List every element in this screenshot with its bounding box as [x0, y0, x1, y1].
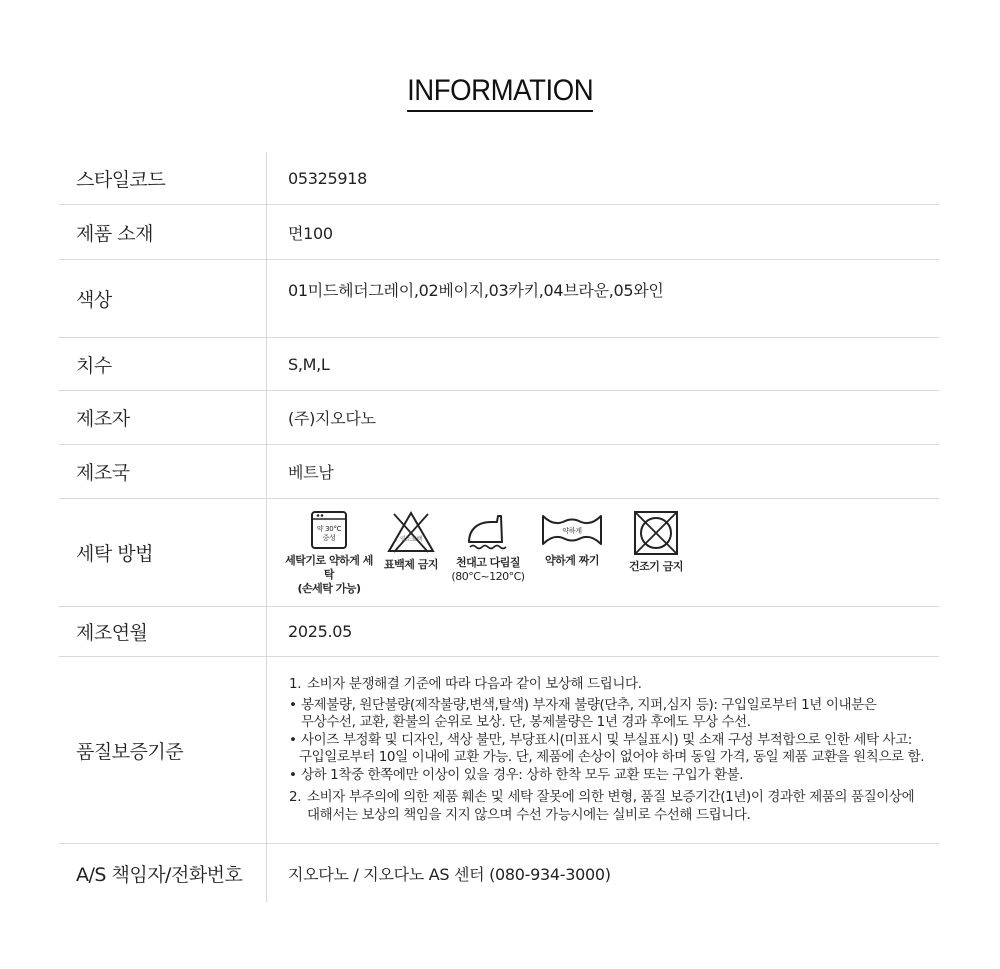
quality-bullet-1-line1: 봉제불량, 원단불량(제작불량,변색,탈색) 부자재 불량(단추, 지퍼,심지 등): 구입일로부터 1년 이내분은 [301, 696, 877, 713]
row-quality [59, 657, 939, 844]
wash-item-dry [613, 510, 699, 574]
value-as-contact: 지오다노 / 지오다노 AS 센터 (080-934-3000) [288, 864, 611, 884]
label-quality: 품질보증기준 [59, 657, 267, 843]
quality-item-1-number: 1. [289, 676, 302, 692]
quality-item-1-text: 소비자 분쟁해결 기준에 따라 다음과 같이 보상해 드립니다. [307, 676, 642, 692]
quality-item-2-number: 2. [289, 789, 302, 805]
gentle-wring-text: 약하게 [562, 526, 582, 535]
quality-item-2-line2: 대해서는 보상의 책임을 지지 않으며 수선 가능시에는 실비로 수선해 드립니다. [307, 806, 751, 823]
wash-item-bleach [377, 510, 445, 572]
label-as-contact: A/S 책임자/전화번호 [59, 844, 267, 902]
wash-item-machine [281, 510, 377, 596]
label-color: 색상 [59, 260, 267, 337]
no-bleach-text: 염소표백 [400, 535, 422, 543]
wash-caption-machine-line1: 세탁기로 약하게 세탁 [285, 553, 373, 581]
wash-caption-iron-line1: 천대고 다림질 [455, 555, 521, 569]
label-style-code: 스타일코드 [59, 152, 267, 204]
bullet-dot: • [289, 696, 297, 713]
quality-bullet-3-line1: 상하 1착중 한쪽에만 이상이 있을 경우: 상하 한착 모두 교환 또는 구입가 환불. [301, 766, 744, 783]
wash-item-iron [445, 510, 531, 584]
page-title-wrap [0, 74, 1000, 112]
wash-caption-bleach-line1: 표백제 금지 [384, 557, 438, 571]
wash-item-wring [531, 510, 613, 568]
page-title: INFORMATION [407, 74, 593, 112]
gentle-wring-icon [541, 510, 603, 550]
value-quality [267, 657, 939, 843]
wash-caption-wring-line1: 약하게 짜기 [545, 553, 599, 567]
value-style-code: 05325918 [288, 168, 368, 188]
quality-bullet-2-line1: 사이즈 부정확 및 디자인, 색상 불만, 부당표시(미표시 및 부실표시) 및 소재 구성 부적합으로 인한 세탁 사고: [301, 731, 912, 748]
value-color: 01미드헤더그레이,02베이지,03카키,04브라운,05와인 [288, 281, 664, 300]
row-country [59, 445, 939, 499]
quality-bullet-2-line2: 구입일로부터 10일 이내에 교환 가능. 단, 제품에 손상이 없어야 하며 동일 가격, 동일 제품 교환을 원칙으로 함. [299, 749, 925, 765]
row-size [59, 338, 939, 391]
value-country: 베트남 [288, 463, 334, 482]
wash-caption-dry [629, 560, 683, 574]
wash-caption-machine [281, 554, 377, 596]
wash-icons [281, 510, 699, 596]
value-manufacture-date: 2025.05 [288, 622, 353, 641]
wash-caption-iron [451, 556, 524, 584]
label-country: 제조국 [59, 445, 267, 498]
label-wash: 세탁 방법 [59, 499, 267, 606]
quality-list [289, 676, 924, 824]
quality-bullet-3 [289, 767, 924, 785]
bullet-dot: • [289, 731, 297, 748]
value-size: S,M,L [288, 354, 330, 374]
machine-wash-icon [310, 510, 348, 550]
value-wash [267, 499, 939, 606]
quality-bullet-2 [289, 732, 924, 767]
quality-item-2-line1: 소비자 부주의에 의한 제품 훼손 및 세탁 잘못에 의한 변형, 품질 보증기간(1년)이 경과한 제품의 품질이상에 [307, 789, 915, 805]
row-manufacture-date [59, 607, 939, 657]
no-tumble-dry-icon [633, 510, 679, 556]
row-color [59, 260, 939, 338]
value-manufacturer: (주)지오다노 [288, 409, 376, 428]
row-manufacturer [59, 391, 939, 445]
quality-item-2 [289, 789, 924, 824]
label-manufacture-date: 제조연월 [59, 607, 267, 656]
wash-caption-machine-line2: (손세탁 가능) [297, 581, 361, 595]
row-wash [59, 499, 939, 607]
no-bleach-icon [386, 510, 436, 554]
info-table [59, 152, 939, 902]
machine-wash-temp: 약 30°C [316, 524, 342, 533]
quality-bullet-1-line2: 무상수선, 교환, 환불의 순위로 보상. 단, 봉제불량은 1년 경과 후에도 무상 수선. [301, 714, 751, 730]
label-size: 치수 [59, 338, 267, 390]
wash-caption-dry-line1: 건조기 금지 [629, 559, 683, 573]
quality-bullet-1 [289, 697, 924, 732]
row-as-contact [59, 844, 939, 902]
label-material: 제품 소재 [59, 205, 267, 259]
wash-caption-bleach [384, 558, 438, 572]
iron-icon [465, 510, 511, 552]
value-material: 면100 [288, 223, 333, 243]
quality-bullets [289, 697, 924, 785]
row-material [59, 205, 939, 260]
wash-caption-wring [545, 554, 599, 568]
label-manufacturer: 제조자 [59, 391, 267, 444]
machine-wash-detergent: 중성 [322, 533, 336, 542]
bullet-dot: • [289, 766, 297, 783]
quality-item-1 [289, 676, 924, 694]
wash-caption-iron-line2: (80°C~120°C) [451, 569, 525, 583]
row-style-code [59, 152, 939, 205]
